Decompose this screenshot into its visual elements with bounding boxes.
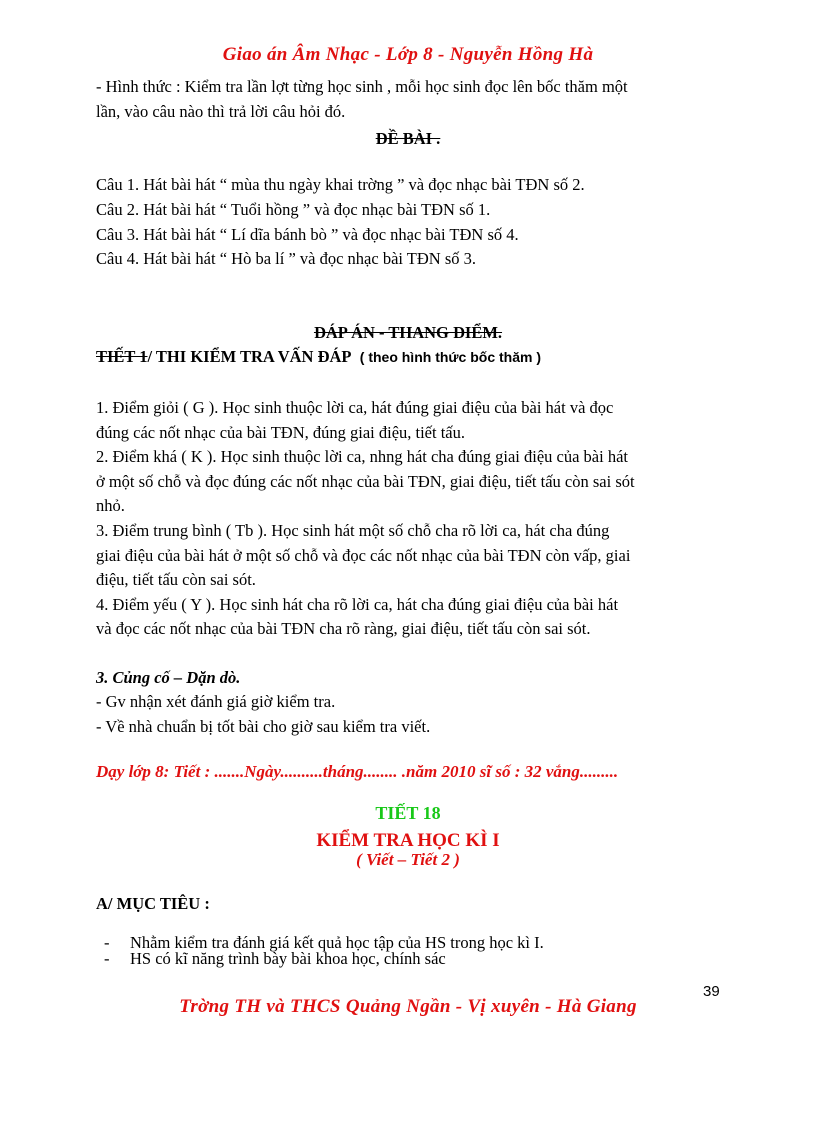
grading-line-3: 2. Điểm khá ( K ). Học sinh thuộc lời ca, nhng hát cha đúng giai điệu của bài hát [96, 447, 628, 466]
grading-line-10: và đọc các nốt nhạc của bài TĐN cha rõ ràng, giai điệu, tiết tấu còn sai sót. [96, 619, 591, 638]
page-number: 39 [703, 983, 720, 1000]
tiet-1-note: ( theo hình thức bốc thăm ) [359, 349, 541, 365]
grading-line-6: 3. Điểm trung bình ( Tb ). Học sinh hát một số chỗ cha rõ lời ca, hát cha đúng [96, 521, 610, 540]
muc-tieu-item-2: HS có kĩ năng trình bày bài khoa học, chính sác [130, 949, 446, 968]
grading-line-8: điệu, tiết tấu còn sai sót. [96, 570, 256, 589]
muc-tieu-title: A/ MỤC TIÊU : [96, 894, 210, 913]
cung-co-title: 3. Củng cố – Dặn dò. [96, 668, 241, 687]
grading-line-9: 4. Điểm yếu ( Y ). Học sinh hát cha rõ lời ca, hát cha đúng giai điệu của bài hát [96, 595, 619, 614]
intro-line-1: - Hình thức : Kiểm tra lần lợt từng học sinh , mỗi học sinh đọc lên bốc thăm một [96, 77, 628, 96]
grading-line-2: đúng các nốt nhạc của bài TĐN, đúng giai điệu, tiết tấu. [96, 423, 466, 442]
question-2: Câu 2. Hát bài hát “ Tuổi hồng ” và đọc nhạc bài TĐN số 1. [96, 200, 491, 219]
grading-line-4: ở một số chỗ và đọc đúng các nốt nhạc của bài TĐN, giai điệu, tiết tấu còn sai sót [96, 472, 635, 491]
grading-line-5: nhỏ. [96, 496, 125, 515]
cung-co-item-1: - Gv nhận xét đánh giá giờ kiểm tra. [96, 692, 336, 711]
de-bai-title: ĐỀ BÀI . [375, 129, 441, 148]
dap-an-title: ĐÁP ÁN - THANG ĐIỂM. [313, 323, 503, 342]
tiet-1-main: / THI KIỂM TRA VẤN ĐÁP [147, 347, 352, 366]
question-1: Câu 1. Hát bài hát “ mùa thu ngày khai trờng ” và đọc nhạc bài TĐN số 2. [96, 175, 585, 194]
grading-line-1: 1. Điểm giỏi ( G ). Học sinh thuộc lời ca, hát đúng giai điệu của bài hát và đọc [96, 398, 614, 417]
tiet-1-prefix: TIẾT 1 [96, 347, 148, 366]
tiet-1-heading [96, 344, 541, 370]
muc-tieu-bullet-1: - [104, 933, 110, 952]
cung-co-item-2: - Về nhà chuẩn bị tốt bài cho giờ sau kiểm tra viết. [96, 717, 431, 736]
page-footer: Trờng TH và THCS Quảng Ngần - Vị xuyên - Hà Giang [179, 996, 637, 1017]
grading-line-7: giai điệu của bài hát ở một số chỗ và đọc các nốt nhạc của bài TĐN còn vấp, giai [96, 546, 631, 565]
page-header: Giao án Âm Nhạc - Lớp 8 - Nguyễn Hồng Hà [222, 44, 594, 65]
question-3: Câu 3. Hát bài hát “ Lí dĩa bánh bò ” và đọc nhạc bài TĐN số 4. [96, 225, 519, 244]
day-lop-line: Dạy lớp 8: Tiết : .......Ngày..........tháng........ .năm 2010 sĩ số : 32 vắng......... [96, 762, 619, 781]
tiet-18-heading: TIẾT 18 [375, 803, 441, 823]
viet-tiet-2: ( Viết – Tiết 2 ) [356, 850, 460, 869]
muc-tieu-item-1: Nhằm kiểm tra đánh giá kết quả học tập của HS trong học kì I. [130, 933, 544, 952]
intro-line-2: lần, vào câu nào thì trả lời câu hỏi đó. [96, 102, 346, 121]
kiem-tra-title: KIỂM TRA HỌC KÌ I [316, 830, 500, 851]
question-4: Câu 4. Hát bài hát “ Hò ba lí ” và đọc nhạc bài TĐN số 3. [96, 249, 477, 268]
muc-tieu-bullet-2: - [104, 949, 110, 968]
